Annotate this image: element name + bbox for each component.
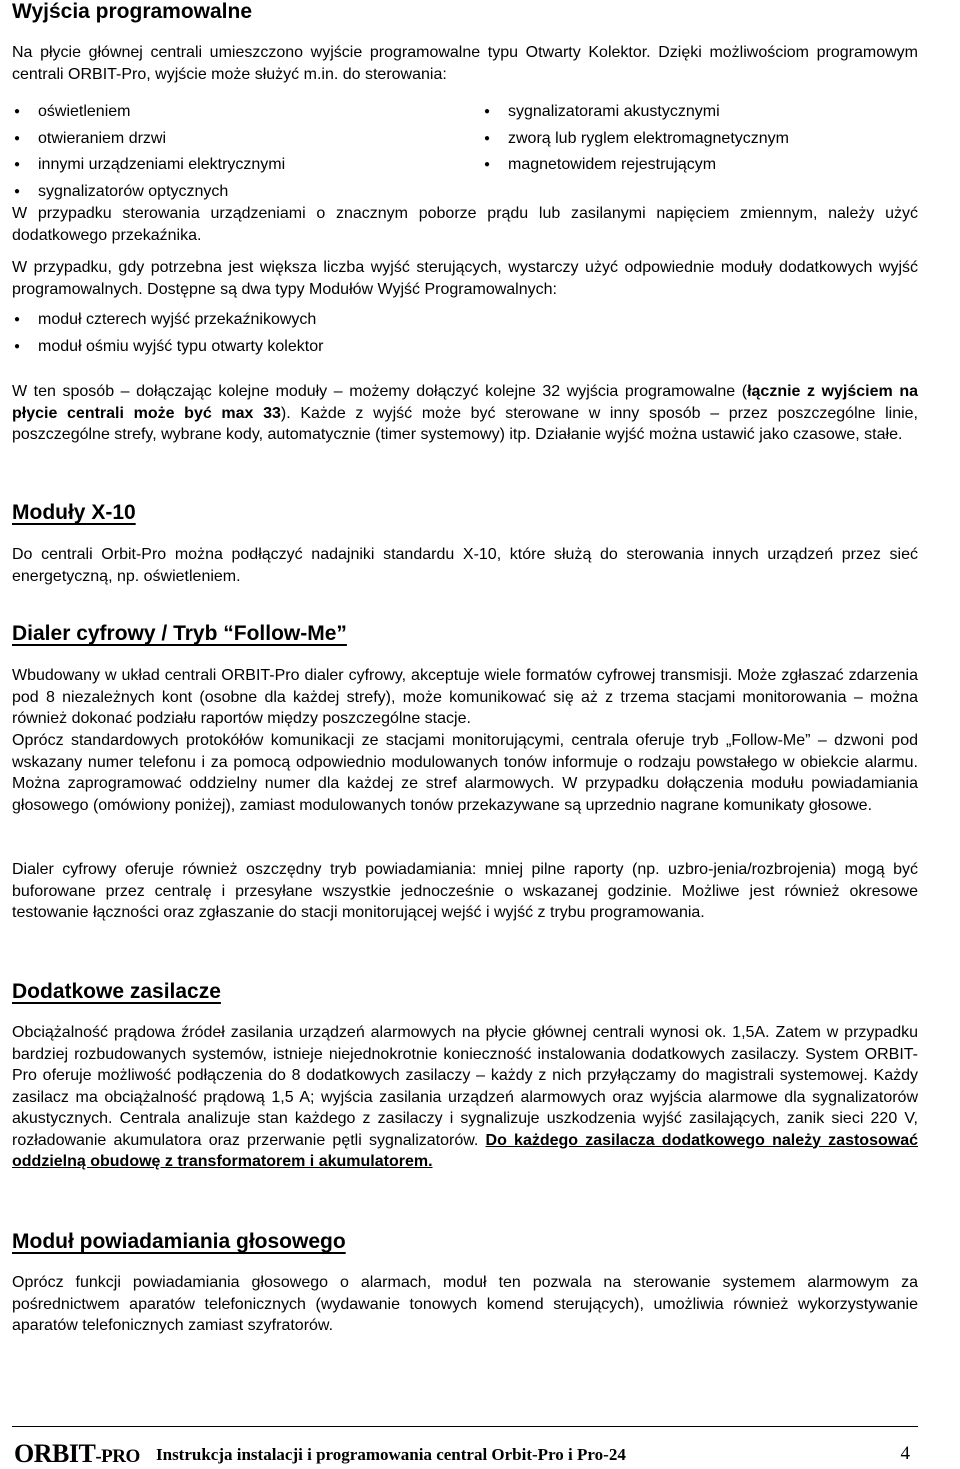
text-run: Obciążalność prądowa źródeł zasilania urządzeń alarmowych na płycie głównej centrali wynosi ok. 1,5A. Zatem w przypadku bardziej rozbudowanych systemów, istnieje niejednokrotnie konieczność instalowania dodatkowych zasilaczy. System ORBIT-Pro oferuje możliwość podłączenia do 8 dodatkowych zasilaczy – każdy z nich przyłączamy do magistrali systemowej. Każdy zasilacz ma obciążalność prądową 1,5 A; wyjścia zasilania urządzeń alarmowych oraz wyjścia alarmowe dla sygnalizatorów akustycznych. Centrala analizuje stan każdego z zasilaczy i sygnalizuje uszkodzenia wyjść zasilających, zanik sieci 220 V, rozładowanie akumulatora oraz przerwanie pętli sygnalizatorów. (12, 1024, 918, 1149)
list-item: ● otwieraniem drzwi (12, 126, 482, 153)
bullet-list-last (12, 179, 918, 206)
section-title-voice-module: Moduł powiadamiania głosowego (12, 1230, 346, 1253)
text-run: ). Każde z wyjść może być sterowane w inny sposób – przez poszczególne linie, poszczególne strefy, wybrane kody, automatycznie (timer systemowy) itp. Działanie wyjść można ustawić jako czasowe, stałe. (12, 404, 919, 443)
outputs-summary-paragraph (12, 381, 918, 446)
bullet-list-right (482, 99, 918, 179)
bold-underlined-text-run: Do każdego zasilacza dodatkowego należy zastosować oddzielną obudowę z transformatorem i akumulatorem. (12, 1131, 918, 1170)
list-item: ● moduł ośmiu wyjść typu otwarty kolektor (12, 334, 918, 361)
section-title-x10: Moduły X-10 (12, 501, 136, 524)
section-title-dialer: Dialer cyfrowy / Tryb “Follow-Me” (12, 622, 347, 645)
dialer-paragraph-2: Oprócz standardowych protokółów komunikacji ze stacjami monitorującymi, centrala oferuje tryb „Follow-Me” – dzwoni pod wskazany numer telefonu i za pomocą odpowiednio modulowanych tonów informuje o rodzaju powstałego w obiekcie alarmu. Można zaprogramować oddzielny numer dla każdej ze stref alarmowych. W przypadku dołączenia modułu powiadamiania głosowego (omówiony poniżej), zamiast modulowanych tonów przekazywane są uprzednio nagrane komunikaty głosowe. (12, 732, 918, 814)
list-item: ● sygnalizatorami akustycznymi (482, 99, 918, 126)
dialer-paragraph-1: Wbudowany w układ centrali ORBIT-Pro dialer cyfrowy, akceptuje wiele formatów cyfrowej transmisji. Może zgłaszać zdarzenia pod 8 niezależnych kont (osobne dla każdej strefy), może komunikować się aż z trzema stacjami monitorowania – można również dokonać podziału raportów między poszczególne stacje. (12, 667, 918, 727)
list-item: ● zworą lub ryglem elektromagnetycznym (482, 126, 918, 153)
footer-title: Instrukcja instalacji i programowania central Orbit-Pro i Pro-24 (156, 1445, 626, 1464)
orbit-pro-logo (14, 1439, 140, 1469)
logo-text: ORBIT (14, 1439, 96, 1468)
voice-module-paragraph: Oprócz funkcji powiadamiania głosowego o alarmach, moduł ten pozwala na sterowanie systemem alarmowym za pośrednictwem aparatów telefonicznych (wydawanie tonowych komend sterujących), umożliwia również wykorzystywanie aparatów telefonicznych zamiast szyfratorów. (12, 1274, 918, 1334)
power-supplies-paragraph (12, 1022, 918, 1173)
outputs-intro: Na płycie głównej centrali umieszczono wyjście programowalne typu Otwarty Kolektor. Dzięki możliwościom programowym centrali ORBIT-Pro, wyjście może służyć m.in. do sterowania: (12, 44, 918, 83)
page-number: 4 (900, 1443, 910, 1464)
bullet-list-left (12, 99, 482, 179)
module-types-list (12, 307, 918, 360)
list-item: ● oświetleniem (12, 99, 482, 126)
outputs-bullet-grid (12, 99, 918, 205)
list-item: ● magnetowidem rejestrującym (482, 152, 918, 179)
list-item: ● moduł czterech wyjść przekaźnikowych (12, 307, 918, 334)
logo-text-suffix: -PRO (95, 1446, 140, 1467)
page-footer (12, 1426, 918, 1467)
text-run: W ten sposób – dołączając kolejne moduły – możemy dołączyć kolejne 32 wyjścia programowalne ( (12, 383, 748, 400)
outputs-relay-note: W przypadku sterowania urządzeniami o znacznym poborze prądu lub zasilanymi napięciem zmiennym, należy użyć dodatkowego przekaźnika. (12, 205, 918, 244)
list-item: ● innymi urządzeniami elektrycznymi (12, 152, 482, 179)
section-title-power-supplies: Dodatkowe zasilacze (12, 980, 221, 1003)
outputs-modules-paragraph: W przypadku, gdy potrzebna jest większa liczba wyjść sterujących, wystarczy użyć odpowiednie moduły dodatkowych wyjść programowalnych. Dostępne są dwa typy Modułów Wyjść Programowalnych: (12, 259, 918, 298)
bold-text-run: łącznie z wyjściem na płycie centrali może być max 33 (12, 383, 918, 422)
dialer-paragraph-3: Dialer cyfrowy oferuje również oszczędny tryb powiadamiania: mniej pilne raporty (np. uzbro-jenia/rozbrojenia) mogą być buforowane przez centralę i przesyłane wszystkie jednocześnie o wskazanej godzinie. Możliwe jest również okresowe testowanie łączności oraz zgłaszanie do stacji monitorującej wejść i wyjść z trybu programowania. (12, 861, 918, 921)
list-item: ● sygnalizatorów optycznych (12, 179, 918, 206)
x10-paragraph: Do centrali Orbit-Pro można podłączyć nadajniki standardu X-10, które służą do sterowania innych urządzeń przez sieć energetyczną, np. oświetleniem. (12, 546, 918, 585)
section-title-outputs: Wyjścia programowalne (12, 0, 253, 23)
